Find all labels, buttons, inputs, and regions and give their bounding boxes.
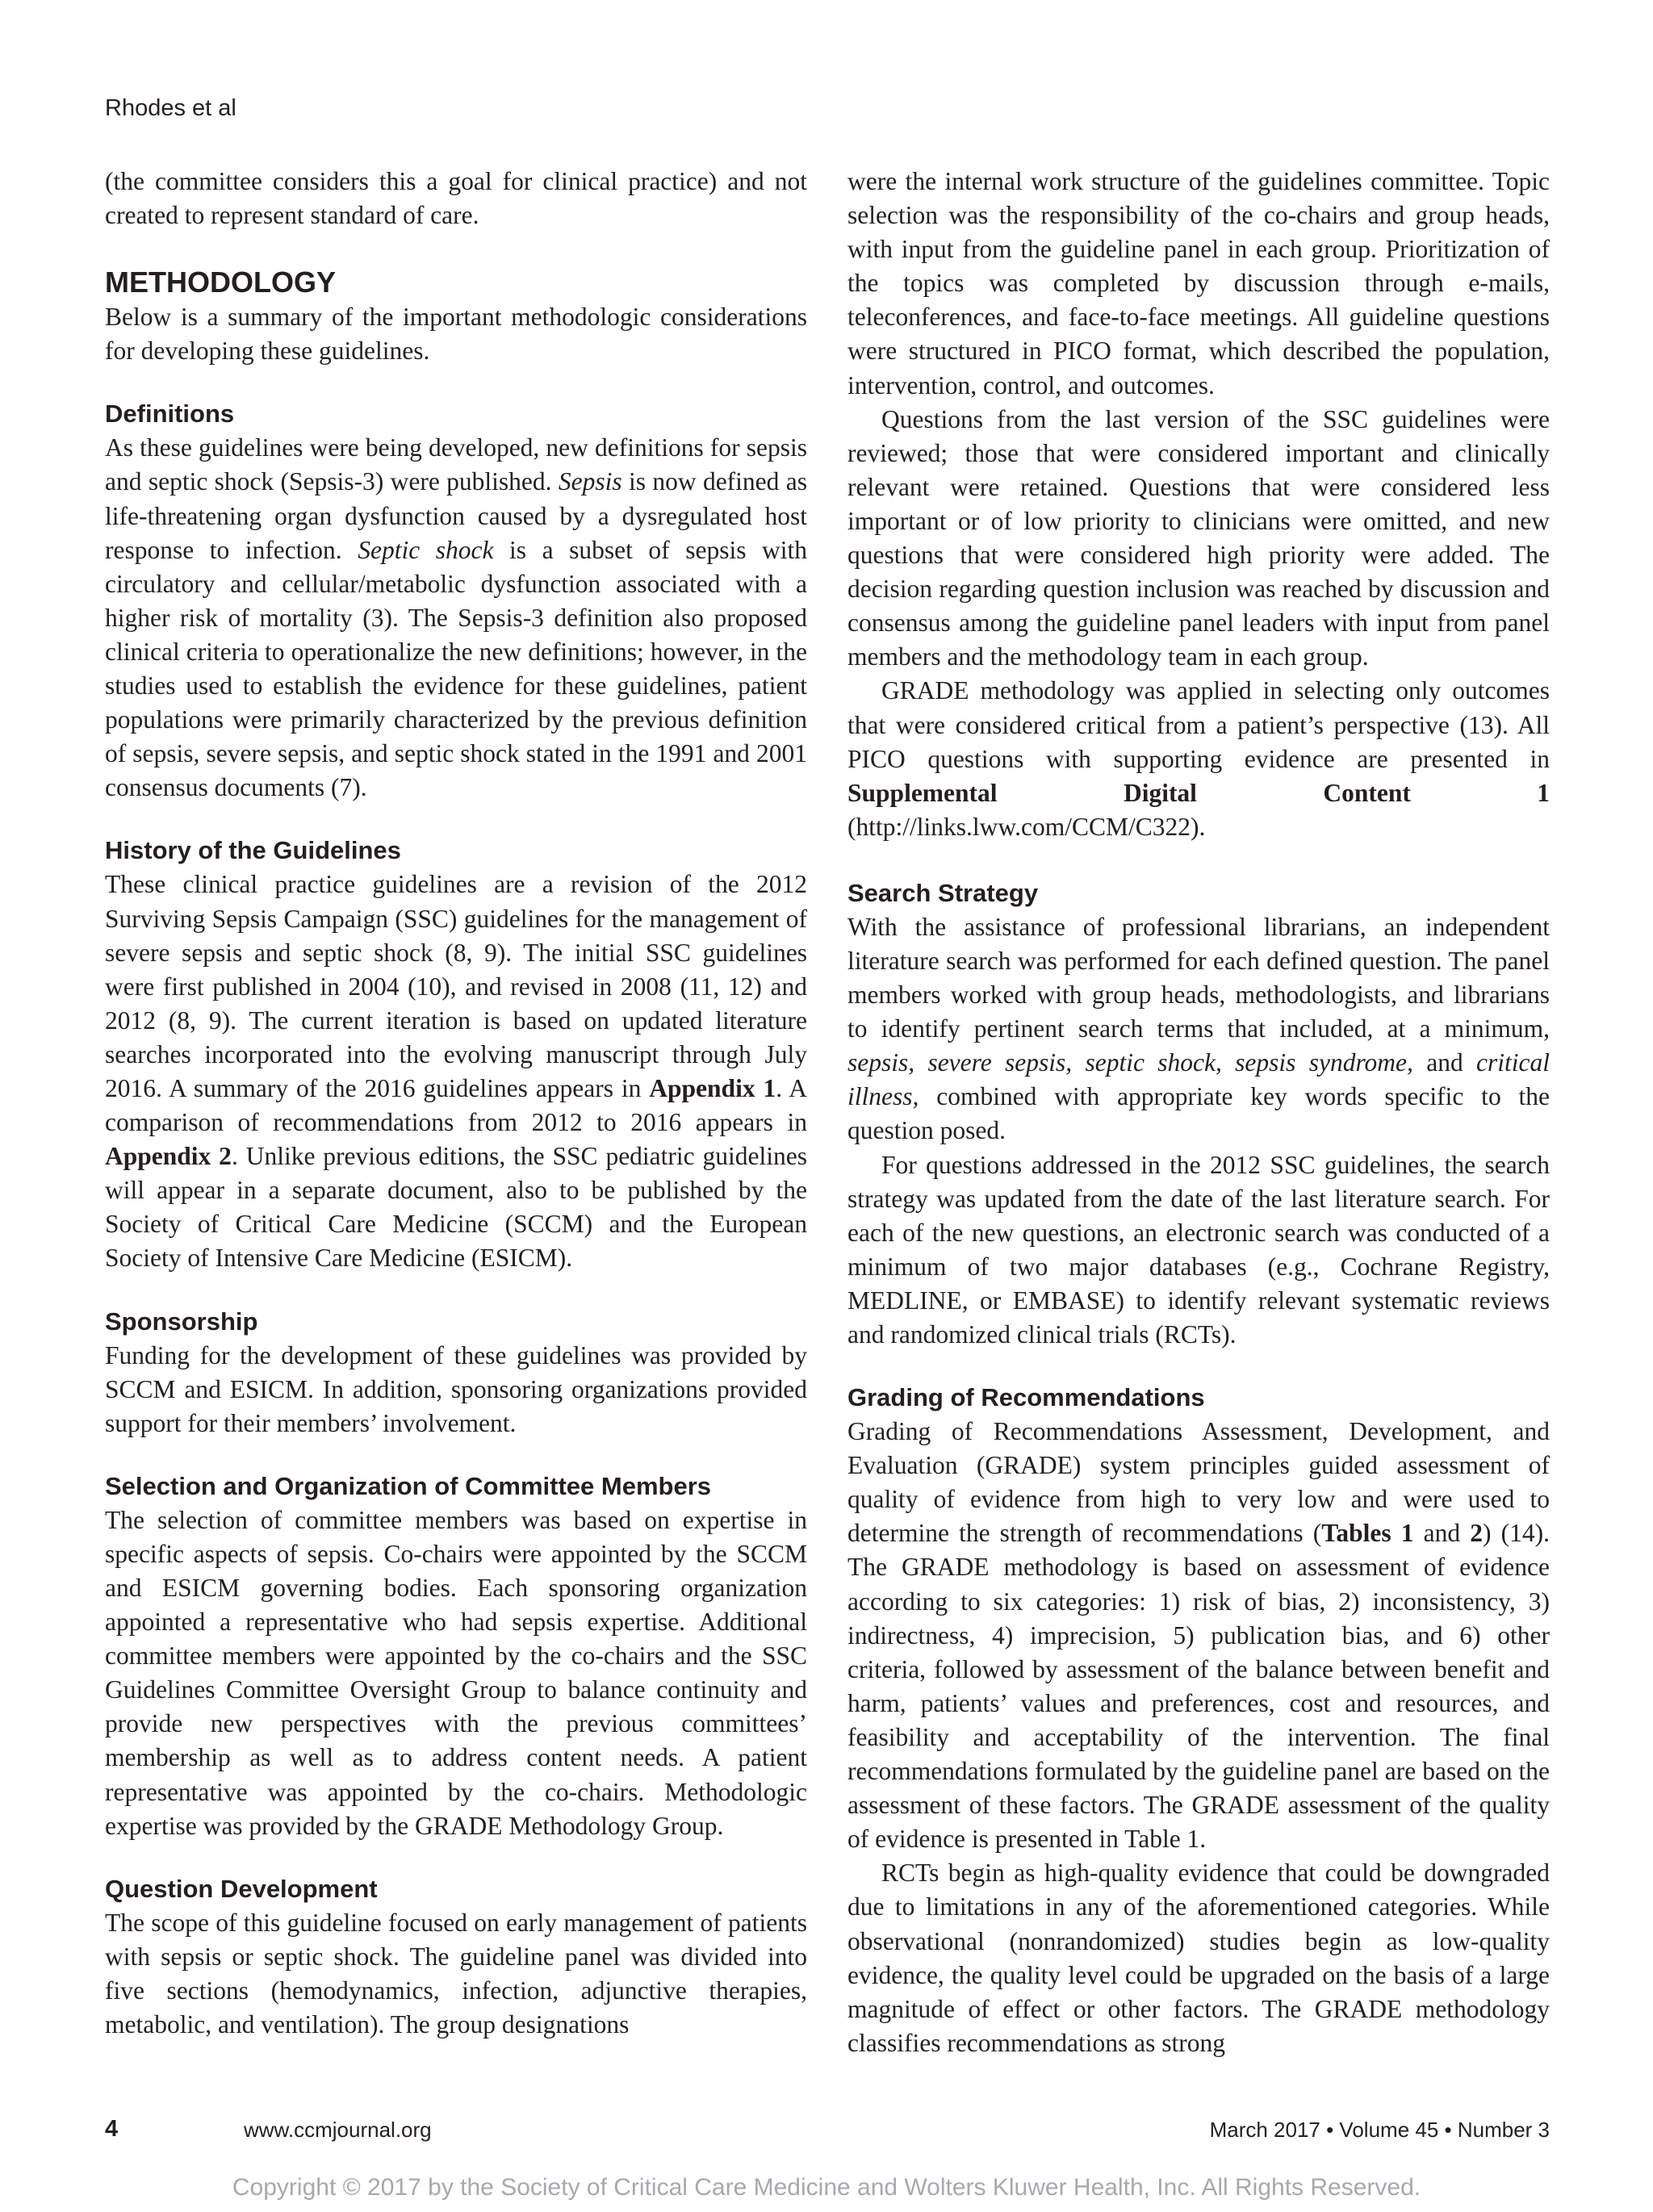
methodology-paragraph: Below is a summary of the important methodologic considerations for developing these guidelines. (105, 303, 807, 366)
sponsorship-paragraph: Funding for the development of these guidelines was provided by SCCM and ESICM. In addition, sponsoring organizations provided support for their members’ involvement. (105, 1340, 807, 1437)
question-development-paragraph: The scope of this guideline focused on early management of patients with sepsis or septic shock. The guideline panel was divided into five sections (hemodynamics, infection, adjunctive therapies, metabolic, and ventilation). The group designations (105, 1908, 807, 2039)
appendix-1-ref[interactable]: Appendix 1 (649, 1073, 776, 1102)
definitions-heading: Definitions (105, 399, 235, 429)
selection-heading: Selection and Organization of Committee Members (105, 1471, 712, 1500)
copyright-notice: Copyright © 2017 by the Society of Critical Care Medicine and Wolters Kluwer Health, Inc. All Rights Reserved. (232, 2174, 1421, 2201)
methodology-heading: METHODOLOGY (105, 266, 336, 299)
table-1-ref[interactable]: Tables 1 (1321, 1519, 1414, 1548)
table-2-ref[interactable]: 2 (1470, 1519, 1483, 1548)
rcts-paragraph: RCTs begin as high-quality evidence that could be downgraded due to limitations in any of the aforementioned categories. While observational (nonrandomized) studies begin as low-quality evidence, the quality level could be upgraded on the basis of a large magnitude of effect or other factors. The GRADE methodology classifies recommendations as strong (847, 1859, 1550, 2057)
running-head: Rhodes et al (105, 95, 236, 121)
selection-paragraph: The selection of committee members was based on expertise in specific aspects of sepsis. Co-chairs were appointed by the SCCM and ESICM governing bodies. Each sponsoring organization appointed a representative who had sepsis expertise. Additional committee members were appointed by the co-chairs and the SSC Guidelines Committee Oversight Group to balance continuity and provide new perspectives with the previous committees’ membership as well as to address content needs. A patient representative was appointed by the co-chairs. Methodologic expertise was provided by the GRADE Methodology Group. (105, 1505, 807, 1840)
questions-paragraph: Questions from the last version of the SSC guidelines were reviewed; those that were considered important and clinically relevant were retained. Questions that were considered less important or of low priority to clinicians were omitted, and new questions that were considered high priority were added. The decision regarding question inclusion was reached by discussion and consensus among the guideline panel leaders with input from panel members and the methodology team in each group. (847, 404, 1550, 671)
definitions-paragraph: As these guidelines were being developed, new definitions for sepsis and septic shock (Sepsis-3) were published. Sepsis is now defined as life-threatening organ dysfunction caused by a dysregulated host response to infection. Septic shock is a subset of sepsis with circulatory and cellular/metabolic dysfunction associated with a higher risk of mortality (3). The Sepsis-3 definition also proposed clinical criteria to operationalize the new definitions; however, in the studies used to establish the evidence for these guidelines, patient populations were primarily characterized by the previous definition of sepsis, severe sepsis, and septic shock stated in the 1991 and 2001 consensus documents (7). (105, 433, 808, 802)
sponsorship-heading: Sponsorship (105, 1307, 258, 1336)
supplemental-content-ref[interactable]: Supplemental Digital Content 1 (847, 778, 1550, 807)
grade-paragraph: GRADE methodology was applied in selecting only outcomes that were considered critical from a patient’s perspective (13). All PICO questions with supporting evidence are presented in Supplemental Digital Content 1 (http://links.lww.com/CCM/C322). (847, 676, 1550, 841)
history-heading: History of the Guidelines (105, 836, 401, 865)
search-strategy-heading: Search Strategy (847, 878, 1039, 907)
history-paragraph: These clinical practice guidelines are a revision of the 2012 Surviving Sepsis Campaign (SSC) guidelines for the management of severe sepsis and septic shock (8, 9). The initial SSC guidelines were first published in 2004 (10), and revised in 2008 (11, 12) and 2012 (8, 9). The current iteration is based on updated literature searches incorporated into the evolving manuscript through July 2016. A summary of the 2016 guidelines appears in Appendix 1. A comparison of recommendations from 2012 to 2016 appears in Appendix 2. Unlike previous editions, the SSC pediatric guidelines will appear in a separate document, also to be published by the Society of Critical Care Medicine (SCCM) and the European Society of Intensive Care Medicine (ESICM). (105, 870, 807, 1273)
right-column (847, 165, 1550, 2060)
continued-paragraph: were the internal work structure of the guidelines committee. Topic selection was the responsibility of the co-chairs and group heads, with input from the guideline panel in each group. Prioritization of the topics was completed by discussion through e-mails, teleconferences, and face-to-face meetings. All guideline questions were structured in PICO format, which described the population, intervention, control, and outcomes. (847, 167, 1550, 399)
search-strategy-paragraph-2: For questions addressed in the 2012 SSC guidelines, the search strategy was updated from the date of the last literature search. For each of the new questions, an electronic search was conducted of a minimum of two major databases (e.g., Cochrane Registry, MEDLINE, or EMBASE) to identify relevant systematic reviews and randomized clinical trials (RCTs). (847, 1150, 1550, 1349)
grading-heading: Grading of Recommendations (847, 1383, 1205, 1412)
grading-paragraph: Grading of Recommendations Assessment, Development, and Evaluation (GRADE) system principles guided assessment of quality of evidence from high to very low and were used to determine the strength of recommendations (Tables 1 and 2) (14). The GRADE methodology is based on assessment of evidence according to six categories: 1) risk of bias, 2) inconsistency, 3) indirectness, 4) imprecision, 5) publication bias, and 6) other criteria, followed by assessment of the balance between benefit and harm, patients’ values and preferences, cost and resources, and feasibility and acceptability of the intervention. The final recommendations formulated by the guideline panel are based on the assessment of these factors. The GRADE assessment of the quality of evidence is presented in Table 1. (847, 1417, 1550, 1854)
left-column (105, 165, 807, 2042)
page-number: 4 (105, 2116, 119, 2142)
journal-url[interactable]: www.ccmjournal.org (244, 2118, 432, 2142)
search-strategy-paragraph: With the assistance of professional librarians, an independent literature search was performed for each defined question. The panel members worked with group heads, methodologists, and librarians to identify pertinent search terms that included, at a minimum, sepsis, severe sepsis, septic shock, sepsis syndrome, and critical illness, combined with appropriate key words specific to the question posed. (847, 912, 1550, 1145)
question-development-heading: Question Development (105, 1874, 378, 1903)
appendix-2-ref[interactable]: Appendix 2 (105, 1142, 232, 1171)
intro-paragraph: (the committee considers this a goal for clinical practice) and not created to represent standard of care. (105, 167, 807, 230)
issue-info: March 2017 • Volume 45 • Number 3 (1209, 2118, 1550, 2142)
